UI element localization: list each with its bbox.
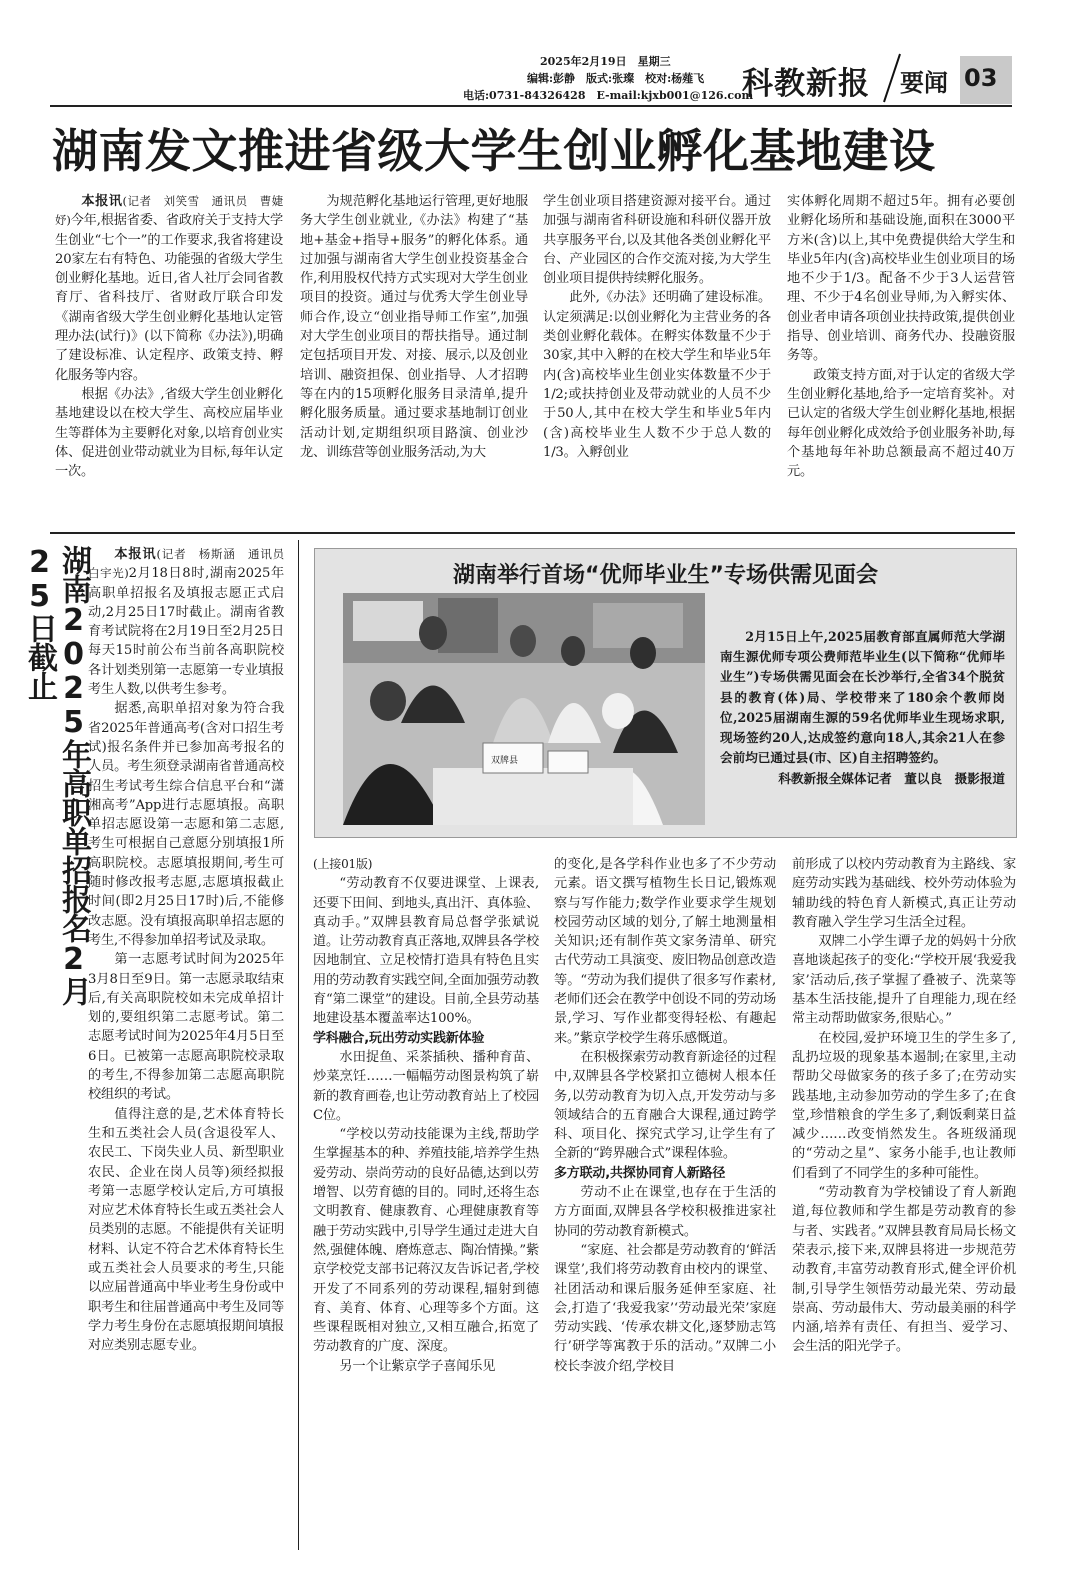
article1-paragraph: 政策支持方面,对于认定的省级大学生创业孵化基地,给予一定培育奖补。对已认定的省级大学生创业孵化基地,根据每年创业孵化成效给予创业服务补助,每个基地每年补助总额最高不超过40万元。 bbox=[787, 367, 1015, 480]
article4-paragraph: “劳动教育为学校铺设了育人新跑道,每位教师和学生都是劳动教育的参与者、实践者。”双牌县教育局局长杨文荣表示,接下来,双牌县将进一步规范劳动教育,丰富劳动教育形式,健全评价机制,引导学生领悟劳动最光荣、劳动最崇高、劳动最伟大、劳动最美丽的科学内涵,培养有责任、有担当、爱学习、会生活的阳光学子。 bbox=[792, 1185, 1016, 1355]
photo-table-sign: 双牌县 bbox=[491, 756, 519, 766]
article1-paragraph: 根据《办法》,省级大学生创业孵化基地建设以在校大学生、高校应届毕业生等群体为主要孵化对象,以培育创业实体、促进创业带动就业为目标,每年认定一次。 bbox=[55, 386, 283, 480]
article4-paragraph: “学校以劳动技能课为主线,帮助学生掌握基本的种、养殖技能,培养学生热爱劳动、崇尚劳动的良好品德,达到以劳增智、以劳育德的目的。同时,还将生态文明教育、健康教育、心理健康教育等融于劳动实践中,引导学生通过走进大自然,强健体魄、磨炼意志、陶冶情操。”紫京学校党支部书记蒋汉友告诉记者,学校开发了不同系列的劳动课程,辐射到德育、美育、体育、心理等多个方面。这些课程既相对独立,又相互融合,拓宽了劳动教育的广度、深度。 bbox=[313, 1127, 539, 1355]
article4-paragraph: 另一个让紫京学子喜闻乐见 bbox=[339, 1358, 496, 1374]
article1-paragraph: 学生创业项目搭建资源对接平台。通过加强与湖南省科研设施和科研仪器开放共享服务平台,以及其他各类创业孵化平台、产业园区的合作交流对接,为大学生创业项目提供持续孵化服务。 bbox=[543, 194, 771, 287]
article1-column-4 bbox=[787, 192, 1015, 527]
article4-paragraph: 双牌二小学生谭子龙的妈妈十分欣喜地谈起孩子的变化:“学校开展‘我爱我家’活动后,孩子掌握了叠被子、洗菜等基本生活技能,提升了自理能力,现在经常主动帮助做家务,很贴心。” bbox=[792, 934, 1016, 1027]
masthead: 科教新报 bbox=[742, 66, 870, 102]
article4-paragraph: “家庭、社会都是劳动教育的‘鲜活课堂’,我们将劳动教育由校内的课堂、社团活动和课后服务延伸至家庭、社会,打造了‘我爱我家’‘劳动最光荣’家庭劳动实践、‘传承农耕文化,逐梦励志笃行’研学等寓教于乐的活动。”双牌二小校长李波介绍,学校目 bbox=[554, 1242, 776, 1374]
photo-news-box bbox=[314, 548, 1017, 838]
article2-paragraph: 值得注意的是,艺术体育特长生和五类社会人员(含退役军人、农民工、下岗失业人员、新型职业农民、企业在岗人员等)须经拟报考第一志愿学校认定后,方可填报对应艺术体育特长生或五类社会人员类别的志愿。不能提供有关证明材料、认定不符合艺术体育特长生或五类社会人员要求的考生,只能以应届普通高中毕业考生身份或中职考生和往届普通高中考生及同等学力考生身份在志愿填报期间填报对应类别志愿专业。 bbox=[88, 1106, 284, 1354]
job-fair-photo bbox=[343, 593, 705, 825]
article2-paragraph: 第一志愿考试时间为2025年3月8日至9日。第一志愿录取结束后,有关高职院校如未完成单招计划的,要组织第二志愿考试。第二志愿考试时间为2025年4月5日至6日。已被第一志愿高职院校录取的考生,不得参加第二志愿高职院校组织的考试。 bbox=[88, 952, 284, 1103]
article1-paragraph: 此外,《办法》还明确了建设标准。认定须满足:以创业孵化为主营业务的各类创业孵化载体。在孵实体数量不少于30家,其中入孵的在校大学生和毕业5年内(含)高校毕业生创业实体数量不少于1/2;或扶持创业及带动就业的人员不少于50人,其中在校大学生和毕业5年内(含)高校毕业生人数不少于总人数的1/3。入孵创业 bbox=[543, 290, 771, 460]
headline-article1: 湖南发文推进省级大学生创业孵化基地建设 bbox=[52, 124, 936, 178]
article4-subheading: 学科融合,玩出劳动实践新体验 bbox=[313, 1030, 485, 1046]
article4-subheading: 多方联动,共探协同育人新路径 bbox=[554, 1165, 726, 1181]
article4-paragraph: 的变化,是各学科作业也多了不少劳动元素。语文撰写植物生长日记,锻炼观察与写作能力;数学作业要求学生规划校园劳动区域的划分,了解土地测量相关知识;还有制作英文家务清单、研究古代劳动工具演变、废旧物品创意改造等。“劳动为我们提供了很多写作素材,老师们还会在教学中创设不同的劳动场景,学习、写作业都变得轻松、有趣起来。”紫京学校学生蒋乐感慨道。 bbox=[554, 857, 776, 1046]
page-number: 03 bbox=[964, 64, 998, 92]
article2-separator bbox=[298, 540, 299, 1550]
article1-paragraph: 今年,根据省委、省政府关于支持大学生创业“七个一”的工作要求,我省将建设20家左右有特色、功能强的省级大学生创业孵化基地。近日,省人社厅会同省教育厅、省科技厅、省财政厅联合印发《湖南省级大学生创业孵化基地认定管理办法(试行)》(以下简称《办法》),明确了建设标准、认定程序、政策支持、孵化服务等内容。 bbox=[55, 213, 283, 383]
article4-column-1 bbox=[313, 855, 539, 1555]
article4-column-2 bbox=[554, 855, 776, 1555]
continued-marker: (上接01版) bbox=[313, 857, 373, 871]
date-line: 2025年2月19日 星期三 bbox=[540, 55, 671, 68]
headline-article3: 湖南举行首场“优师毕业生”专场供需见面会 bbox=[453, 563, 878, 588]
photo-caption-text: 2月15日上午,2025届教育部直属师范大学湖南生源优师专项公费师范毕业生(以下简称“优师毕业生”)专场供需见面会在长沙举行,全省34个脱贫县的教育(体)局、学校带来了180余个教师岗位,2025届湖南生源的59名优师毕业生现场求职,现场签约20人,达成签约意向18人,其余21人在参会前均已通过县(市、区)自主招聘签约。 bbox=[720, 629, 1005, 766]
page-header bbox=[0, 0, 1080, 110]
article2-lead: 本报讯 bbox=[114, 547, 157, 562]
article1-byline: (记者 刘笑雪 通讯员 曹婕妤) bbox=[55, 194, 284, 228]
article4-paragraph: 在校园,爱护环境卫生的学生多了,乱扔垃圾的现象基本遏制;在家里,主动帮助父母做家务的孩子多了;在劳动实践基地,主动参加劳动的学生多了;在食堂,珍惜粮食的学生多了,剩饭剩菜日益减少……改变悄然发生。各班级涌现的“劳动之星”、家务小能手,也让教师们看到了不同学生的多种可能性。 bbox=[792, 1030, 1016, 1181]
page-number-box bbox=[960, 56, 1012, 104]
article1-column-1 bbox=[55, 192, 283, 527]
article4-column-3 bbox=[792, 855, 1016, 1555]
photo-credit: 科教新报全媒体记者 董以良 摄影报道 bbox=[778, 771, 1005, 787]
article4-paragraph: “劳动教育不仅要进课堂、上课表,还要下田间、到地头,真出汗、真体验、真动手。”双牌县教育局总督学张斌说道。让劳动教育真正落地,双牌县各学校因地制宜、立足校情打造具有特色且实用的劳动教育实践空间,全面加强劳动教育“第二课堂”的建设。目前,全县劳动基地建设基本覆盖率达100%。 bbox=[313, 876, 539, 1027]
article1-paragraph: 实体孵化周期不超过5年。拥有必要创业孵化场所和基础设施,面积在3000平方米(含)以上,其中免费提供给大学生和毕业5年内(含)高校毕业生创业项目的场地不少于1/3。配备不少于3人运营管理、不少于4名创业导师,为入孵实体、创业者申请各项创业扶持政策,提供创业指导、创业培训、商务代办、投融资服务等。 bbox=[787, 194, 1015, 364]
article1-column-2 bbox=[300, 192, 528, 527]
article4-paragraph: 前形成了以校内劳动教育为主路线、家庭劳动实践为基础线、校外劳动体验为辅助线的特色育人新模式,真正让劳动教育融入学生学习生活全过程。 bbox=[792, 857, 1016, 930]
article1-bottom-rule bbox=[50, 532, 1015, 534]
article2-paragraph: 2月18日8时,湖南2025年高职单招报名及填报志愿正式启动,2月25日17时截止。湖南省教育考试院将在2月19日至2月25日每天15时前公布当前各高职院校各计划类别第一志愿第一专业填报考生人数,以供考生参考。 bbox=[88, 566, 284, 698]
header-rule bbox=[50, 105, 1012, 107]
article1-paragraph: 为规范孵化基地运行管理,更好地服务大学生创业就业,《办法》构建了“基地+基金+指导+服务”的孵化体系。通过加强与湖南省大学生创业投资基金合作,利用股权代持方式实现对大学生创业项目的投资。通过与优秀大学生创业导师合作,设立“创业指导师工作室”,加强对大学生创业项目的帮扶指导。通过制定包括项目开发、对接、展示,以及创业培训、融资担保、创业指导、人才招聘等在内的15项孵化服务目录清单,提升孵化服务质量。通过要求基地制订创业活动计划,定期组织项目路演、创业沙龙、训练营等创业服务活动,为大 bbox=[300, 194, 528, 460]
article4-paragraph: 水田捉鱼、采茶插秧、播种育苗、炒菜烹饪……一幅幅劳动图景构筑了崭新的教育画卷,也让劳动教育站上了校园C位。 bbox=[313, 1049, 539, 1123]
article1-lead: 本报讯 bbox=[81, 194, 123, 209]
editors-line: 编辑:彭静 版式:张璨 校对:杨薤飞 bbox=[527, 72, 705, 85]
article2-body bbox=[88, 545, 296, 1545]
article4-paragraph: 在积极探索劳动教育新途径的过程中,双牌县各学校紧扣立德树人根本任务,以劳动教育为切入点,开发劳动与多领域结合的五育融合大课程,通过跨学科、项目化、探究式学习,让学生有了全新的“跨界融合式”课程体验。 bbox=[554, 1049, 776, 1162]
article2-byline: (记者 杨斯涵 通讯员 白宇光) bbox=[88, 547, 296, 581]
vertical-headline-article2: 湖南2025年高职单招报名2月25日截止 bbox=[22, 545, 91, 1005]
photo-caption bbox=[720, 627, 1005, 790]
contact-line: 电话:0731-84326428 E-mail:kjxb001@126.com bbox=[463, 89, 754, 102]
section-name: 要闻 bbox=[900, 69, 948, 97]
article2-paragraph: 据悉,高职单招对象为符合我省2025年普通高考(含对口招生考试)报名条件并已参加高考报名的人员。考生须登录湖南省普通高校招生考试考生综合信息平台和“潇湘高考”App进行志愿填报。高职单招志愿设第一志愿和第二志愿,考生可根据自己意愿分别填报1所高职院校。志愿填报期间,考生可随时修改报考志愿,志愿填报截止时间(即2月25日17时)后,不能修改志愿。没有填报高职单招志愿的考生,不得参加单招考试及录取。 bbox=[88, 701, 284, 948]
article1-column-3 bbox=[543, 192, 771, 527]
article4-paragraph: 劳动不止在课堂,也存在于生活的方方面面,双牌县各学校积极推进家社协同的劳动教育新模式。 bbox=[554, 1185, 776, 1239]
